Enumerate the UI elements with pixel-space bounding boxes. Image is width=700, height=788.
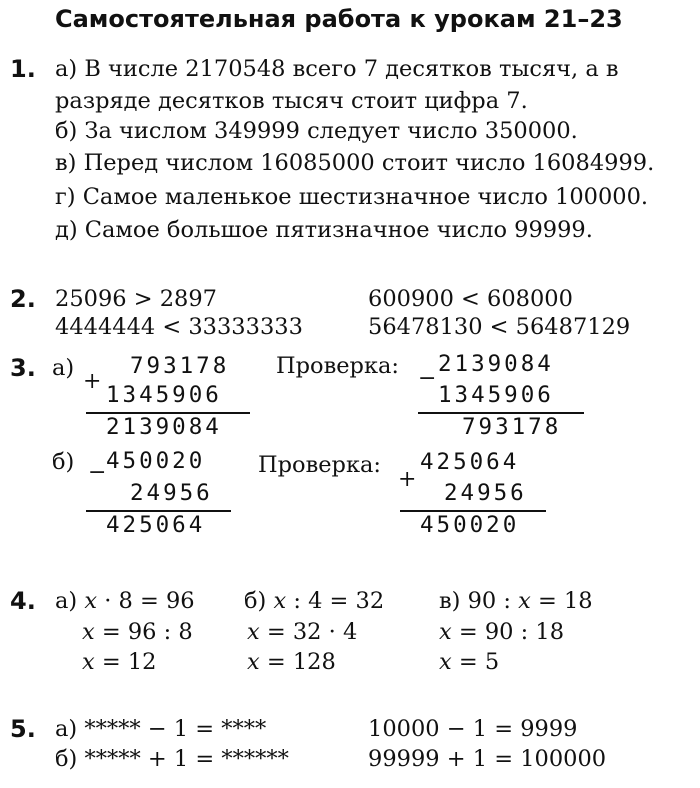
task-3a-result: 2139084 <box>106 414 222 440</box>
task-3a-check-label: Проверка: <box>276 353 400 379</box>
task-3-number: 3. <box>10 354 36 382</box>
task-3a-check-minus-sign: − <box>418 366 437 391</box>
task-5-number: 5. <box>10 715 36 743</box>
task-2-right-1: 600900 < 608000 <box>368 286 573 312</box>
task-3b-check-result: 450020 <box>420 512 520 538</box>
task-5b-pattern: б) ***** + 1 = ****** <box>55 746 289 772</box>
task-3b-check-plus-sign: + <box>398 467 417 492</box>
task-2-left-1: 25096 > 2897 <box>55 286 217 312</box>
task-3b-check-operand-1: 425064 <box>420 449 520 475</box>
task-5a-solution: 10000 − 1 = 9999 <box>368 716 578 742</box>
task-5a-pattern: а) ***** − 1 = **** <box>55 716 267 742</box>
task-1-line-a: а) В числе 2170548 всего 7 десятков тысяч, а в <box>55 56 619 82</box>
task-3a-operand-2: 1345906 <box>106 382 222 408</box>
task-2-left-2: 4444444 < 33333333 <box>55 314 303 340</box>
task-4a-equation: а) x · 8 = 96 <box>55 588 195 614</box>
task-3a-plus-sign: + <box>83 369 102 394</box>
task-4b-step: x = 32 · 4 <box>247 619 358 645</box>
task-4a-answer: x = 12 <box>82 649 157 675</box>
task-3b-operand-1: 450020 <box>106 448 206 474</box>
task-3b-check-label: Проверка: <box>258 452 382 478</box>
task-3a-check-result: 793178 <box>462 414 562 440</box>
task-1-line-d: г) Самое маленькое шестизначное число 100000. <box>55 184 649 210</box>
task-4a-step: x = 96 : 8 <box>82 619 193 645</box>
task-3b-check-operand-2: 24956 <box>444 480 527 506</box>
task-4c-equation: в) 90 : x = 18 <box>439 588 593 614</box>
task-3a-label: а) <box>52 355 75 381</box>
task-5b-solution: 99999 + 1 = 100000 <box>368 746 607 772</box>
page-title: Самостоятельная работа к урокам 21–23 <box>55 5 623 33</box>
task-3a-check-operand-1: 2139084 <box>438 351 554 377</box>
task-4c-answer: x = 5 <box>439 649 500 675</box>
task-3a-operand-1: 793178 <box>130 353 230 379</box>
task-2-right-2: 56478130 < 56487129 <box>368 314 631 340</box>
task-3a-check-operand-2: 1345906 <box>438 382 554 408</box>
task-1-line-e: д) Самое большое пятизначное число 99999. <box>55 217 593 243</box>
task-1-line-a-cont: разряде десятков тысяч стоит цифра 7. <box>55 88 528 114</box>
task-3b-result: 425064 <box>106 512 206 538</box>
task-3b-operand-2: 24956 <box>130 480 213 506</box>
task-1-line-b: б) За числом 349999 следует число 350000. <box>55 118 578 144</box>
task-3b-label: б) <box>52 449 75 475</box>
task-4c-step: x = 90 : 18 <box>439 619 565 645</box>
task-4b-answer: x = 128 <box>247 649 336 675</box>
task-4-number: 4. <box>10 587 36 615</box>
task-1-line-c: в) Перед числом 16085000 стоит число 16084999. <box>55 150 655 176</box>
task-4b-equation: б) x : 4 = 32 <box>244 588 385 614</box>
task-2-number: 2. <box>10 285 36 313</box>
task-1-number: 1. <box>10 55 36 83</box>
task-3b-minus-sign: − <box>88 460 107 485</box>
